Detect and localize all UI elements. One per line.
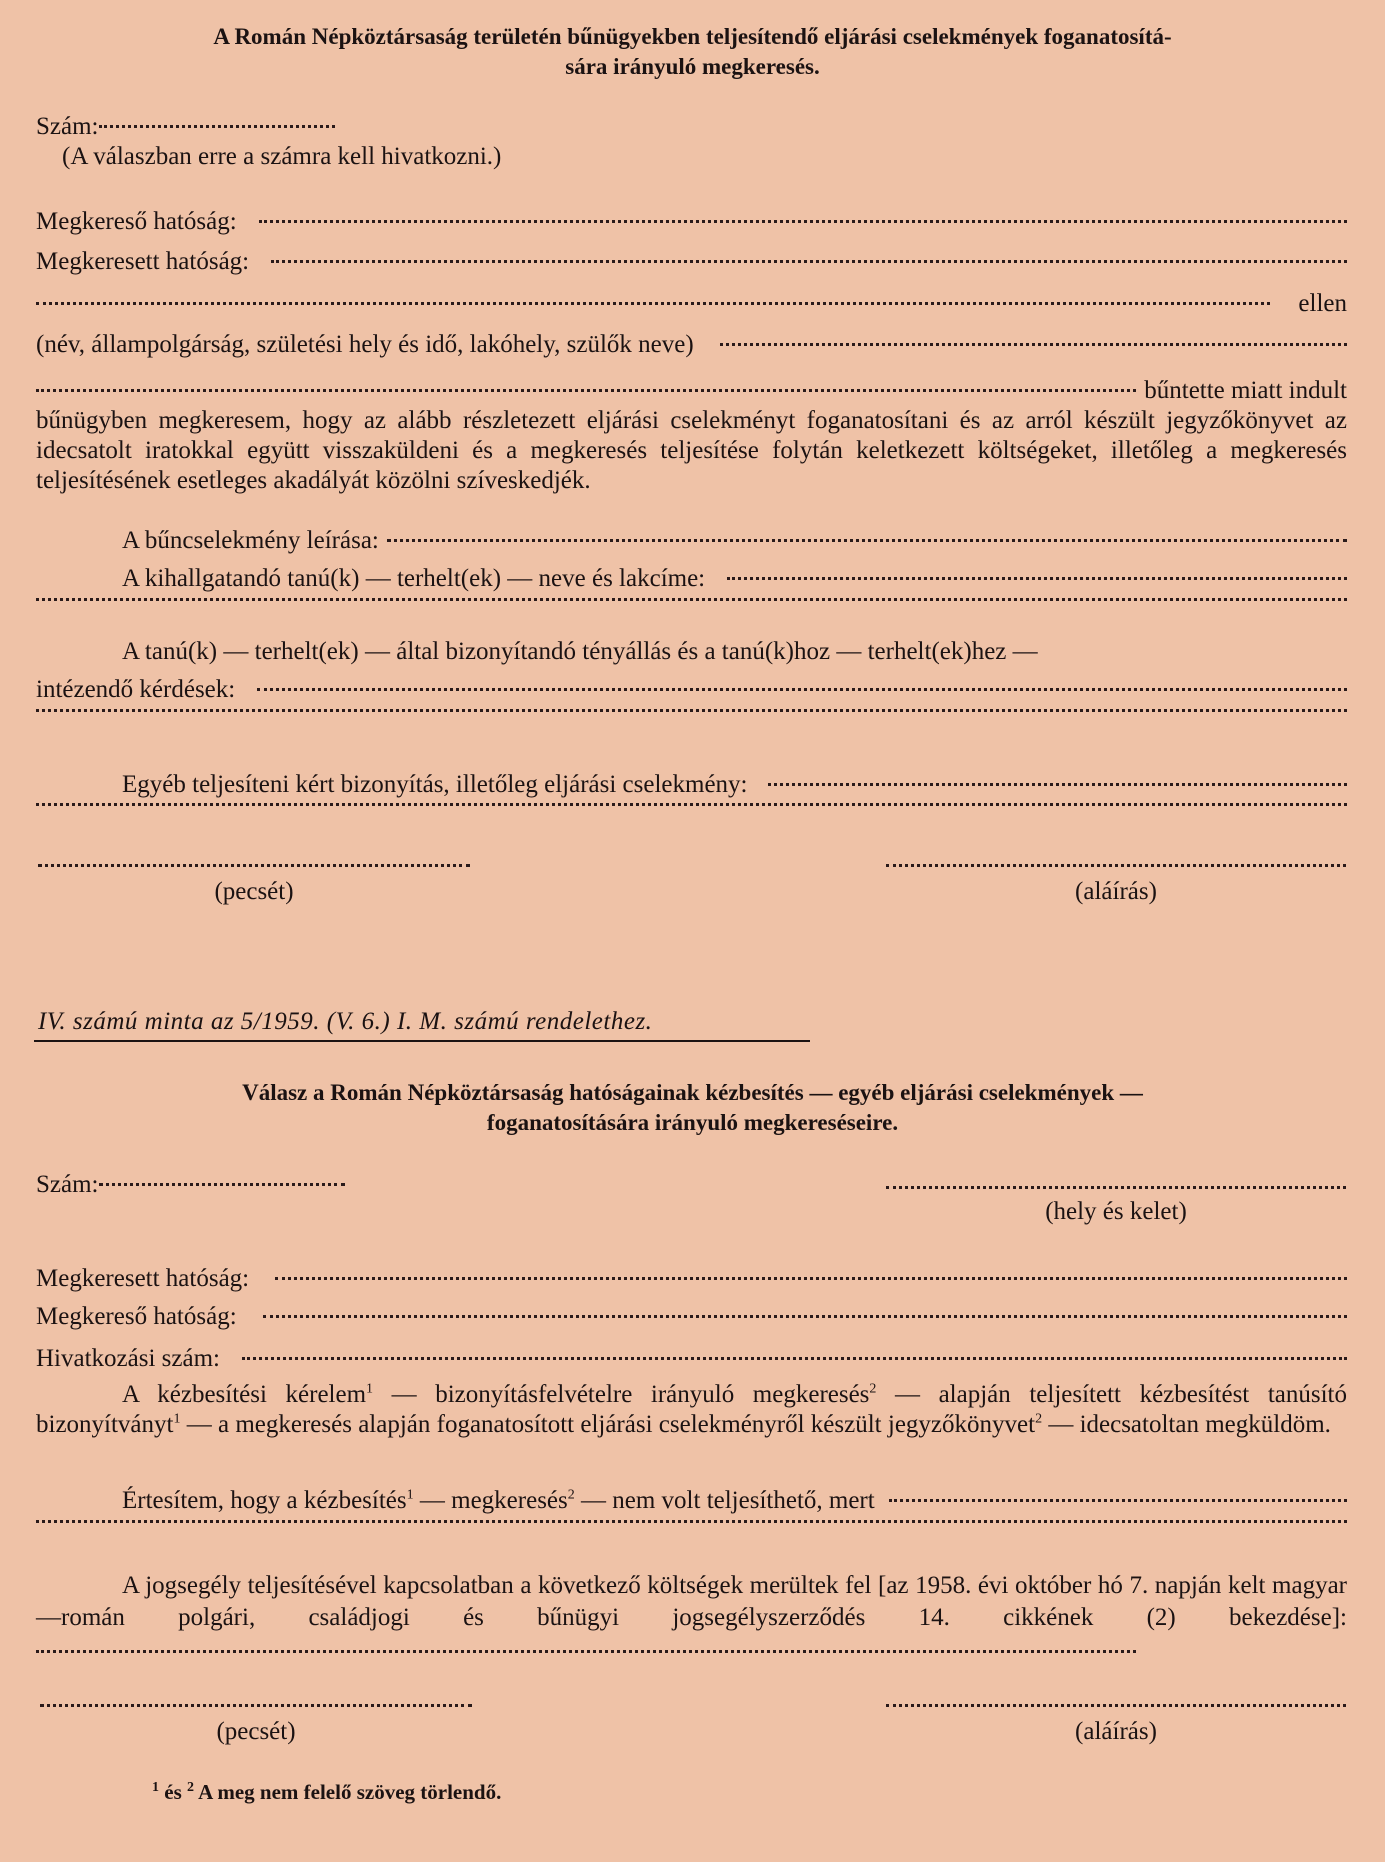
form2-signature-line[interactable] [886,1704,1346,1707]
form1-signature-label: (aláírás) [1075,878,1157,905]
form1-questions-dots-2[interactable] [36,715,1347,749]
form1-crime-description-label: A bűncselekmény leírása: [122,527,379,554]
form2-requested-authority-field[interactable] [36,1262,1347,1296]
form1-witness-label: A kihallgatandó tanú(k) — terhelt(ek) — neve és lakcíme: [122,565,706,592]
form1-other-dots-2[interactable] [36,809,1347,843]
form1-crime-field[interactable] [36,374,1347,408]
form2-costs-text: A jogsegély teljesítésével kapcsolatban a következő költségek merültek fel [az 1958. évi október hó 7. napján kelt magyar—román polgári, családjogi és bűnügyi jogsegélyszerződés 14. cikkének (2) bekezdése]: [36,1570,1347,1666]
form1-other-label: Egyéb teljesíteni kért bizonyítás, illetőleg eljárási cselekmény: [122,771,748,798]
form2-notify-label: Értesítem, hogy a kézbesítés$^1$ — megkeresés$^2$ — nem volt teljesíthető, mert [122,1487,875,1514]
form1-person-details-field[interactable] [36,328,1347,362]
form2-notify-dots-2[interactable] [36,1526,1347,1560]
form2-footnote: $^1$ és $^2$ A meg nem felelő szöveg törlendő. [152,1780,502,1804]
form1-number-note: (A válaszban erre a számra kell hivatkozni.) [62,143,502,170]
form2-title-line2: foganatosítására irányuló megkereséseire. [486,1110,899,1135]
form1-stamp-line[interactable] [38,864,470,867]
form1-person-details-label: (név, állampolgárság, születési hely és idő, lakóhely, szülők neve) [36,331,694,358]
form2-delivery-text: A kézbesítési kérelem$^1$ — bizonyításfelvételre irányuló megkeresés$^2$ — alapján teljesített kézbesítést tanúsító bizonyítványt$^1$ — a megkeresés alapján foganatosított eljárási cselekményről készült jegyzőkönyvet$^2$ — idecsatoltan megküldöm. [36,1381,1347,1438]
form1-requested-authority-field[interactable] [36,245,1347,279]
form1-stamp-label: (pecsét) [214,878,294,905]
form2-notify-field[interactable] [122,1484,1347,1518]
form2-stamp-label: (pecsét) [216,1718,296,1745]
form1-request-text: bűnügyben megkeresem, hogy az alább részletezett eljárási cselekményt foganatosítani és az arról készült jegyzőkönyvet az idecsatolt iratokkal együtt visszaküldeni és a megkeresés teljesítése folytán keletkezett költségeket, illetőleg a megkeresés teljesítésének esetleges akadályát közölni szíveskedjék. [36,407,1347,494]
form1-witness-dots-2[interactable] [36,604,1347,638]
form1-signature-line[interactable] [886,864,1346,867]
form1-crime-label: bűntette miatt indult [1144,377,1347,404]
form1-facts-label: A tanú(k) — terhelt(ek) — által bizonyítandó tényállás és a tanú(k)hoz — terhelt(ek)hez — [122,638,1038,665]
form1-other-field[interactable] [122,768,1347,802]
form2-number-label: Szám: [36,1171,99,1198]
form1-questions-field[interactable] [36,673,1347,707]
form2-requested-authority-label: Megkeresett hatóság: [36,1265,250,1292]
form1-number-label: Szám: [36,113,99,140]
form1-questions-label: intézendő kérdések: [36,676,236,703]
form2-reference-field[interactable] [36,1342,1347,1376]
form1-requesting-authority-label: Megkereső hatóság: [36,208,237,235]
form1-against-label: ellen [1298,290,1347,317]
form2-number-field[interactable] [36,1168,345,1202]
form2-title-line1: Válasz a Román Népköztársaság hatóságainak kézbesítés — egyéb eljárási cselekmények — [242,1080,1143,1105]
form1-title-line1: A Román Népköztársaság területén bűnügyekben teljesítendő eljárási cselekmények foganatosítá- [213,24,1172,49]
sample-heading-rule [34,1040,810,1042]
form2-requesting-authority-field[interactable] [36,1300,1347,1334]
form1-witness-field[interactable] [122,562,1347,596]
form2-reference-label: Hivatkozási szám: [36,1345,220,1372]
form1-requested-authority-label: Megkeresett hatóság: [36,248,250,275]
form1-requesting-authority-field[interactable] [36,205,1347,239]
form1-number-field[interactable] [36,110,335,144]
form1-defendant-field[interactable] [36,287,1347,321]
form2-place-date-line[interactable] [886,1186,1346,1189]
form2-stamp-line[interactable] [40,1704,472,1707]
form2-requesting-authority-label: Megkereső hatóság: [36,1303,237,1330]
form1-number-dots [99,125,336,128]
form2-costs-dots[interactable] [36,1650,1136,1653]
sample-heading: IV. számú minta az 5/1959. (V. 6.) I. M. számú rendelethez. [38,1008,653,1035]
form1-title-line2: sára irányuló megkeresés. [565,54,820,79]
form2-signature-label: (aláírás) [1075,1718,1157,1745]
form2-place-date-label: (hely és kelet) [1045,1198,1187,1225]
form1-crime-description-field[interactable] [122,524,1347,558]
